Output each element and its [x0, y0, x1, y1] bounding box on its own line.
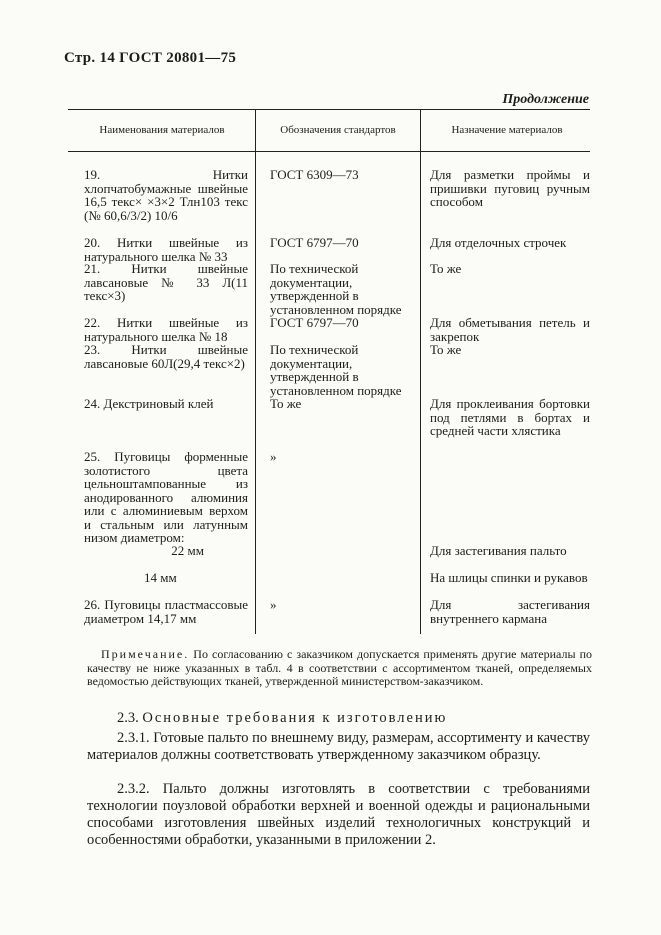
- paragraph-2-3-1: 2.3.1. Готовые пальто по внешнему виду, размерам, ассортименту и качеству материалов должны соответствовать утвержденному заказчиком образцу.: [87, 730, 590, 763]
- row-19-standard: ГОСТ 6309—73: [270, 167, 359, 182]
- table-header-border: [68, 151, 590, 152]
- row-26-standard: »: [270, 597, 277, 612]
- row-22-name: 22. Нитки швейные из натурального шелка № 18: [84, 315, 248, 344]
- row-26-name: 26. Пуговицы пластмассовые диаметром 14,17 мм: [84, 597, 248, 626]
- note-text: По согласованию с заказчиком допускается применять другие материалы по качеству не ниже указанных в табл. 4 в соответствии с ассортиментом тканей, определяемых ведомостью действующих тканей, утвержденной министерством-заказчиком.: [87, 647, 592, 688]
- column-header-name: Наименования материалов: [99, 124, 225, 136]
- row-23-standard: По технической документации, утвержденной в установленном порядке: [270, 342, 402, 398]
- row-19-name: 19. Нитки хлопчатобумажные швейные 16,5 текс× ×3×2 Тлн103 текс (№ 60,6/3/2) 10/6: [84, 167, 248, 223]
- row-25-name: 25. Пуговицы форменные золотистого цвета цельноштампованные из анодированного алюминия или с алюминиевым верхом и стальным или латунным низом диаметром:: [84, 449, 248, 545]
- row-25-standard: »: [270, 449, 277, 464]
- row-23-purpose: То же: [430, 342, 462, 357]
- column-header-standard: Обозначения стандартов: [280, 124, 396, 136]
- row-21-standard: По технической документации, утвержденной в установленном порядке: [270, 261, 402, 317]
- row-22-purpose: Для обметывания петель и закрепок: [430, 315, 590, 344]
- row-20-name: 20. Нитки швейные из натурального шелка № 33: [84, 235, 248, 264]
- row-24-name: 24. Декстриновый клей: [84, 396, 214, 411]
- section-heading: [87, 710, 590, 727]
- table-top-border: [68, 109, 590, 110]
- page-header: Стр. 14 ГОСТ 20801—75: [64, 50, 237, 66]
- row-24-standard: То же: [270, 396, 302, 411]
- row-25a-name: 22 мм: [171, 543, 204, 558]
- table-column-divider-1: [255, 109, 256, 634]
- row-21-name: 21. Нитки швейные лавсановые № 33 Л(11 текс×3): [84, 261, 248, 303]
- row-25a-purpose: Для застегивания пальто: [430, 543, 567, 558]
- row-20-purpose: Для отделочных строчек: [430, 235, 567, 250]
- row-21-purpose: То же: [430, 261, 462, 276]
- row-23-name: 23. Нитки швейные лавсановые 60Л(29,4 текс×2): [84, 342, 248, 371]
- row-25b-name: 14 мм: [144, 570, 177, 585]
- section-number: 2.3.: [117, 710, 139, 726]
- row-24-purpose: Для проклеивания бортовки под петлями в бортах и средней части хлястика: [430, 396, 590, 438]
- table-note: [87, 648, 592, 689]
- column-header-purpose: Назначение материалов: [451, 124, 563, 136]
- row-19-purpose: Для разметки проймы и пришивки пуговиц ручным способом: [430, 167, 590, 209]
- paragraph-2-3-2: 2.3.2. Пальто должны изготовлять в соответствии с требованиями технологии поузловой обработки верхней и военной одежды и рациональными способами изготовления швейных изделий технологичных конструкций и особенностями обработки, указанными в приложении 2.: [87, 781, 590, 848]
- section-title: Основные требования к изготовлению: [142, 710, 448, 726]
- table-column-divider-2: [420, 109, 421, 634]
- row-20-standard: ГОСТ 6797—70: [270, 235, 359, 250]
- continuation-label: Продолжение: [502, 92, 589, 107]
- row-22-standard: ГОСТ 6797—70: [270, 315, 359, 330]
- row-25b-purpose: На шлицы спинки и рукавов: [430, 570, 588, 585]
- row-26-purpose: Для застегивания внутреннего кармана: [430, 597, 590, 626]
- note-label: Примечание.: [101, 647, 190, 661]
